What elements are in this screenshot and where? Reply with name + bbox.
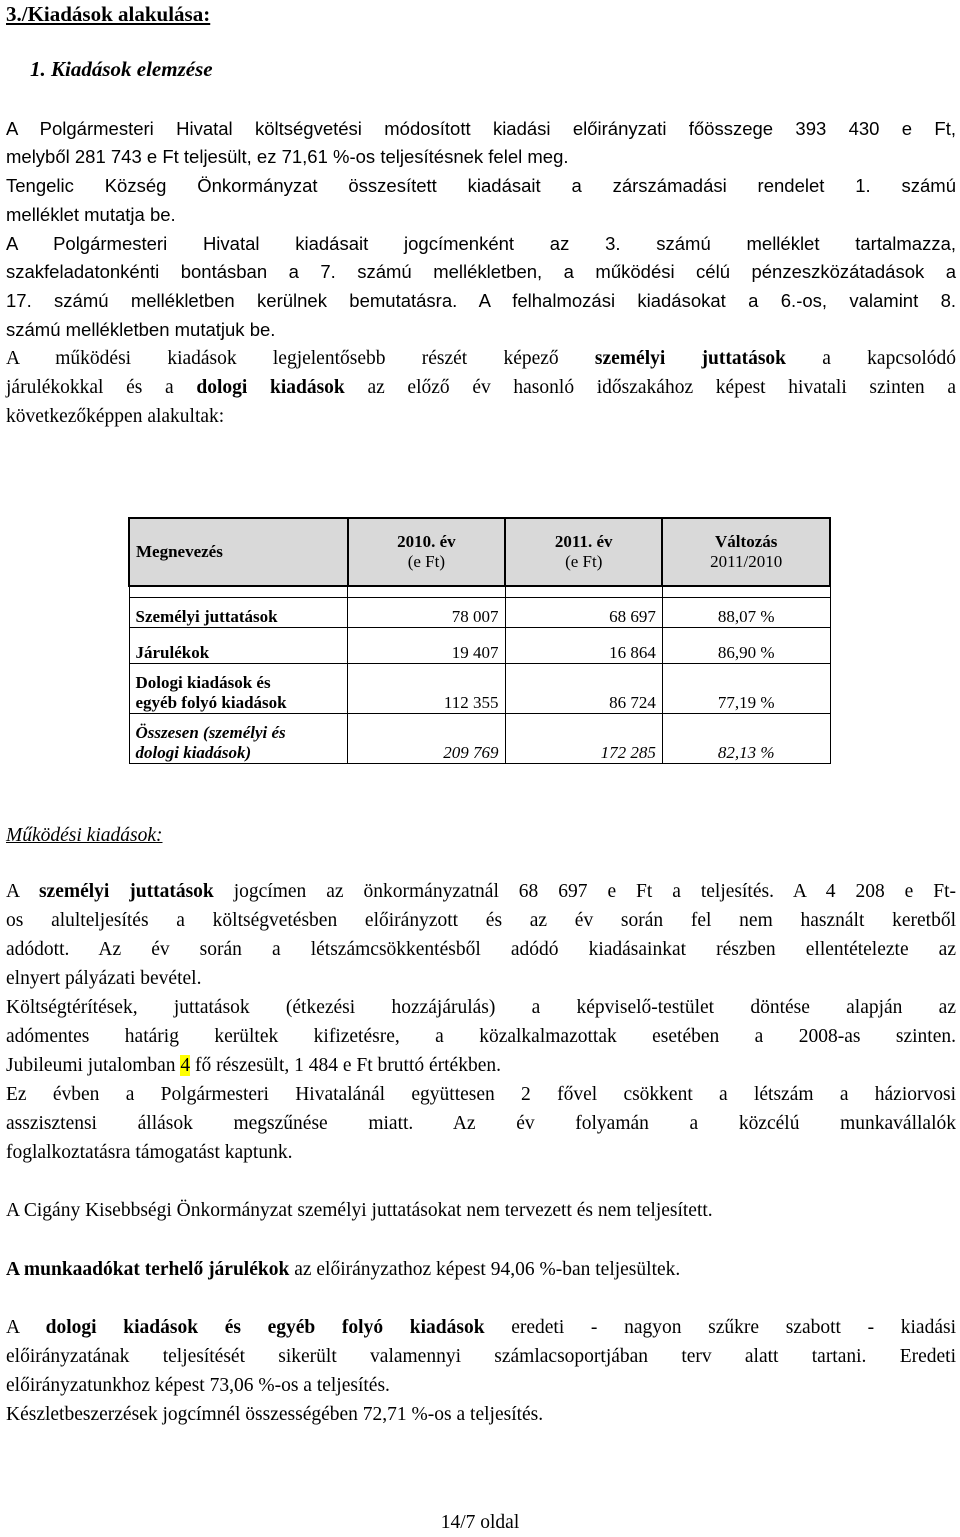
header-2011-unit: (e Ft)	[565, 552, 603, 571]
row-name-line1: Dologi kiadások és	[135, 673, 271, 692]
row-change: 88,07 %	[662, 598, 830, 628]
para2-line-1	[6, 345, 956, 373]
mukodesi-kiadasok-heading: Működési kiadások:	[6, 825, 163, 846]
intro-line-7: 17. számú mellékletben kerülnek bemutatásra. A felhalmozási kiadásokat a 6.-os, valamint 8.	[6, 290, 956, 311]
intro-line-6: szakfeladatonkénti bontásban a 7. számú mellékletben, a működési célú pénzeszközátadások a	[6, 261, 956, 282]
para2-bold-dologi: dologi kiadások	[196, 377, 345, 398]
p6-bold: dologi kiadások és egyéb folyó kiadások	[45, 1317, 485, 1338]
header-2011-year: 2011. év	[554, 532, 613, 551]
header-2010-unit: (e Ft)	[407, 552, 445, 571]
row-2011: 86 724	[505, 664, 662, 714]
row-2010: 112 355	[348, 664, 505, 714]
p3-text: fő részesült, 1 484 e Ft bruttó értékben.	[190, 1055, 501, 1076]
intro-line-2: melyből 281 743 e Ft teljesült, ez 71,61 %-os teljesítésnek felel meg.	[6, 146, 569, 167]
row-2010: 78 007	[348, 598, 505, 628]
row-change: 86,90 %	[662, 628, 830, 664]
page-number: 14/7 oldal	[440, 1512, 520, 1533]
highlighted-count: 4	[180, 1055, 191, 1076]
table-gap	[129, 586, 830, 598]
p5-text: az előirányzathoz képest 94,06 %-ban teljesültek.	[289, 1259, 681, 1280]
table-row	[129, 664, 830, 714]
para2-line-2	[6, 374, 956, 402]
subsection-title: 1. Kiadások elemzése	[30, 57, 213, 81]
p3-bold-szemelyi: személyi juttatások	[38, 881, 214, 902]
intro-line-1: A Polgármesteri Hivatal költségvetési módosított kiadási előirányzati főösszege 393 430 e Ft,	[6, 118, 956, 139]
row-name-line2: dologi kiadások)	[135, 743, 252, 762]
p3-text: jogcímen az önkormányzatnál 68 697 e Ft a teljesítés. A 4 208 e Ft-	[213, 881, 957, 902]
p3-line-2: os alulteljesítés a költségvetésben előirányzott és az év során fel nem használt keretből	[6, 910, 956, 931]
expenses-table	[128, 517, 831, 764]
intro-line-5: A Polgármesteri Hivatal kiadásait jogcímenként az 3. számú melléklet tartalmazza,	[6, 233, 956, 254]
p6-text: A	[6, 1317, 46, 1338]
row-name-line2: egyéb folyó kiadások	[135, 693, 287, 712]
row-name: Személyi juttatások	[129, 598, 348, 628]
row-name: Járulékok	[129, 628, 348, 664]
header-change-period: 2011/2010	[710, 552, 783, 571]
p3-line-3: adódott. Az év során a létszámcsökkentésből adódó kiadásainkat részben ellentételezte az	[6, 939, 956, 960]
p3-line-9: asszisztensi állások megszűnése miatt. Az év folyamán a közcélú munkavállalók	[6, 1113, 956, 1134]
row-name	[129, 714, 348, 764]
row-2011: 172 285	[505, 714, 662, 764]
intro-line-4: melléklet mutatja be.	[6, 204, 176, 225]
table-row	[129, 714, 830, 764]
p5	[6, 1256, 956, 1284]
row-change: 82,13 %	[662, 714, 830, 764]
para2-text: járulékokkal és a	[6, 377, 197, 398]
row-name	[129, 664, 348, 714]
para2-bold-szemelyi: személyi juttatások	[594, 348, 787, 369]
para2-text: A működési kiadások legjelentősebb részét képező	[6, 348, 595, 369]
header-2010	[348, 518, 505, 586]
table-row	[129, 598, 830, 628]
table-row	[129, 628, 830, 664]
section-title: 3./Kiadások alakulása:	[6, 2, 211, 26]
p3-text: A	[6, 881, 39, 902]
header-change	[662, 518, 830, 586]
para2-line-3: következőképpen alakultak:	[6, 406, 225, 427]
para2-text: az előző év hasonló időszakához képest hivatali szinten a	[344, 377, 956, 398]
intro-line-3: Tengelic Község Önkormányzat összesített kiadásait a zárszámadási rendelet 1. számú	[6, 175, 956, 196]
table-header-row	[129, 518, 830, 586]
p3-line-4: elnyert pályázati bevétel.	[6, 968, 202, 989]
header-name: Megnevezés	[129, 518, 348, 586]
row-2010: 19 407	[348, 628, 505, 664]
p5-bold: A munkaadókat terhelő járulékok	[6, 1259, 290, 1280]
p6-line-4: Készletbeszerzések jogcímnél összességében 72,71 %-os a teljesítés.	[6, 1404, 544, 1425]
p3-line-1	[6, 878, 956, 906]
row-2011: 68 697	[505, 598, 662, 628]
p6-line-3: előirányzatunkhoz képest 73,06 %-os a teljesítés.	[6, 1375, 390, 1396]
row-name-line1: Összesen (személyi és	[135, 723, 286, 742]
p3-text: Jubileumi jutalomban	[6, 1055, 181, 1076]
p3-line-5: Költségtérítések, juttatások (étkezési hozzájárulás) a képviselő-testület döntése alapján az	[6, 997, 956, 1018]
p3-line-10: foglalkoztatásra támogatást kaptunk.	[6, 1142, 293, 1163]
row-2010: 209 769	[348, 714, 505, 764]
header-change-label: Változás	[715, 532, 778, 551]
p6-text: eredeti - nagyon szűkre szabott - kiadási	[484, 1317, 956, 1338]
row-2011: 16 864	[505, 628, 662, 664]
para2-text: a kapcsolódó	[786, 348, 956, 369]
p6-line-1	[6, 1314, 956, 1342]
header-2010-year: 2010. év	[397, 532, 456, 551]
p6-line-2: előirányzatának teljesítését sikerült valamennyi számlacsoportjában terv alatt tartani. Eredeti	[6, 1346, 956, 1367]
p4: A Cigány Kisebbségi Önkormányzat személyi juttatásokat nem tervezett és nem teljesített.	[6, 1200, 713, 1221]
p3-line-6: adómentes határig kerültek kifizetésre, a közalkalmazottak esetében a 2008-as szinten.	[6, 1026, 956, 1047]
intro-line-8: számú mellékletben mutatjuk be.	[6, 319, 276, 340]
p3-line-7	[6, 1052, 956, 1080]
p3-line-8: Ez évben a Polgármesteri Hivatalánál együttesen 2 fővel csökkent a létszám a háziorvosi	[6, 1084, 956, 1105]
header-2011	[505, 518, 662, 586]
row-change: 77,19 %	[662, 664, 830, 714]
